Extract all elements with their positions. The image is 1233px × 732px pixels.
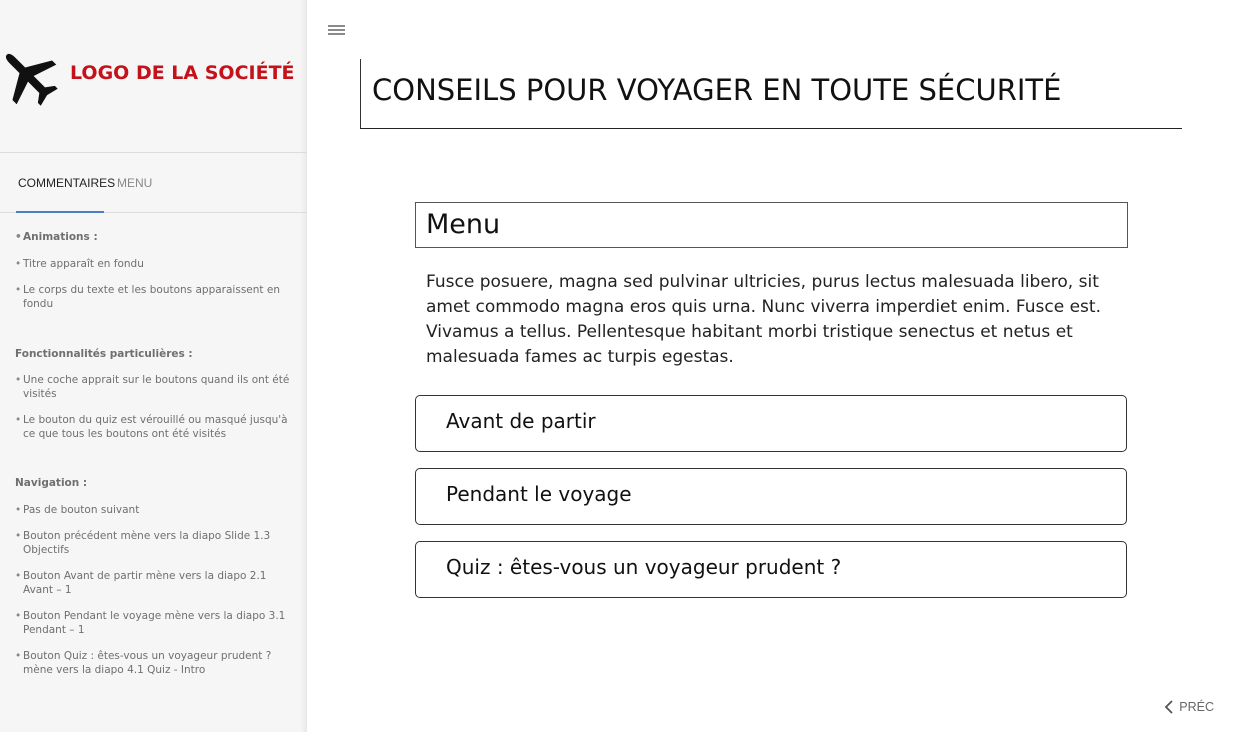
sidebar <box>0 0 307 732</box>
button-label: Pendant le voyage <box>446 482 632 506</box>
note-item: • Bouton Quiz : êtes-vous un voyageur prudent ? mène vers la diapo 4.1 Quiz - Intro <box>15 649 290 677</box>
airplane-icon <box>0 44 60 108</box>
body-text: Fusce posuere, magna sed pulvinar ultricies, purus lectus malesuada libero, sit amet commodo magna eros quis urna. Nunc viverra imperdiet enim. Fusce est. Vivamus a tellus. Pellentesque habitant morbi tristique senectus et netus et malesuada fames ac turpis egestas. <box>426 272 1101 367</box>
prev-button[interactable] <box>1164 700 1214 714</box>
tab-commentaires[interactable]: COMMENTAIRES <box>18 176 116 190</box>
active-tab-indicator <box>16 211 104 213</box>
company-logo-text: LOGO DE LA SOCIÉTÉ <box>70 62 295 84</box>
section-heading: Menu <box>426 209 501 240</box>
note-item: • Bouton Pendant le voyage mène vers la diapo 3.1 Pendant – 1 <box>15 609 290 637</box>
note-heading-features: Fonctionnalités particulières : <box>15 348 193 360</box>
chevron-left-icon <box>1164 700 1174 714</box>
note-heading-navigation: Navigation : <box>15 477 88 489</box>
slide-area <box>307 0 1233 732</box>
button-label: Avant de partir <box>446 409 596 433</box>
sidebar-tabs <box>0 153 307 213</box>
hamburger-icon[interactable] <box>328 25 345 35</box>
quiz-button[interactable] <box>415 541 1127 598</box>
note-item: • Une coche apprait sur le boutons quand ils ont été visités <box>15 373 290 401</box>
note-item: • Pas de bouton suivant <box>15 503 290 517</box>
logo-area <box>0 0 307 153</box>
prev-label: PRÉC <box>1179 700 1214 714</box>
note-item: • Bouton précédent mène vers la diapo Slide 1.3 Objectifs <box>15 529 290 557</box>
note-item: • Le corps du texte et les boutons apparaissent en fondu <box>15 283 290 311</box>
note-item: • Le bouton du quiz est vérouillé ou masqué jusqu'à ce que tous les boutons ont été visités <box>15 413 290 441</box>
page-title: CONSEILS POUR VOYAGER EN TOUTE SÉCURITÉ <box>372 73 1062 107</box>
button-label: Quiz : êtes-vous un voyageur prudent ? <box>446 555 842 579</box>
title-box <box>360 59 1182 129</box>
note-heading-animations: • Animations : <box>15 230 290 244</box>
avant-de-partir-button[interactable] <box>415 395 1127 452</box>
note-item: • Titre apparaît en fondu <box>15 257 290 271</box>
pendant-le-voyage-button[interactable] <box>415 468 1127 525</box>
menu-heading-box <box>415 202 1128 248</box>
tab-menu[interactable]: MENU <box>117 176 153 190</box>
note-item: • Bouton Avant de partir mène vers la diapo 2.1 Avant – 1 <box>15 569 290 597</box>
